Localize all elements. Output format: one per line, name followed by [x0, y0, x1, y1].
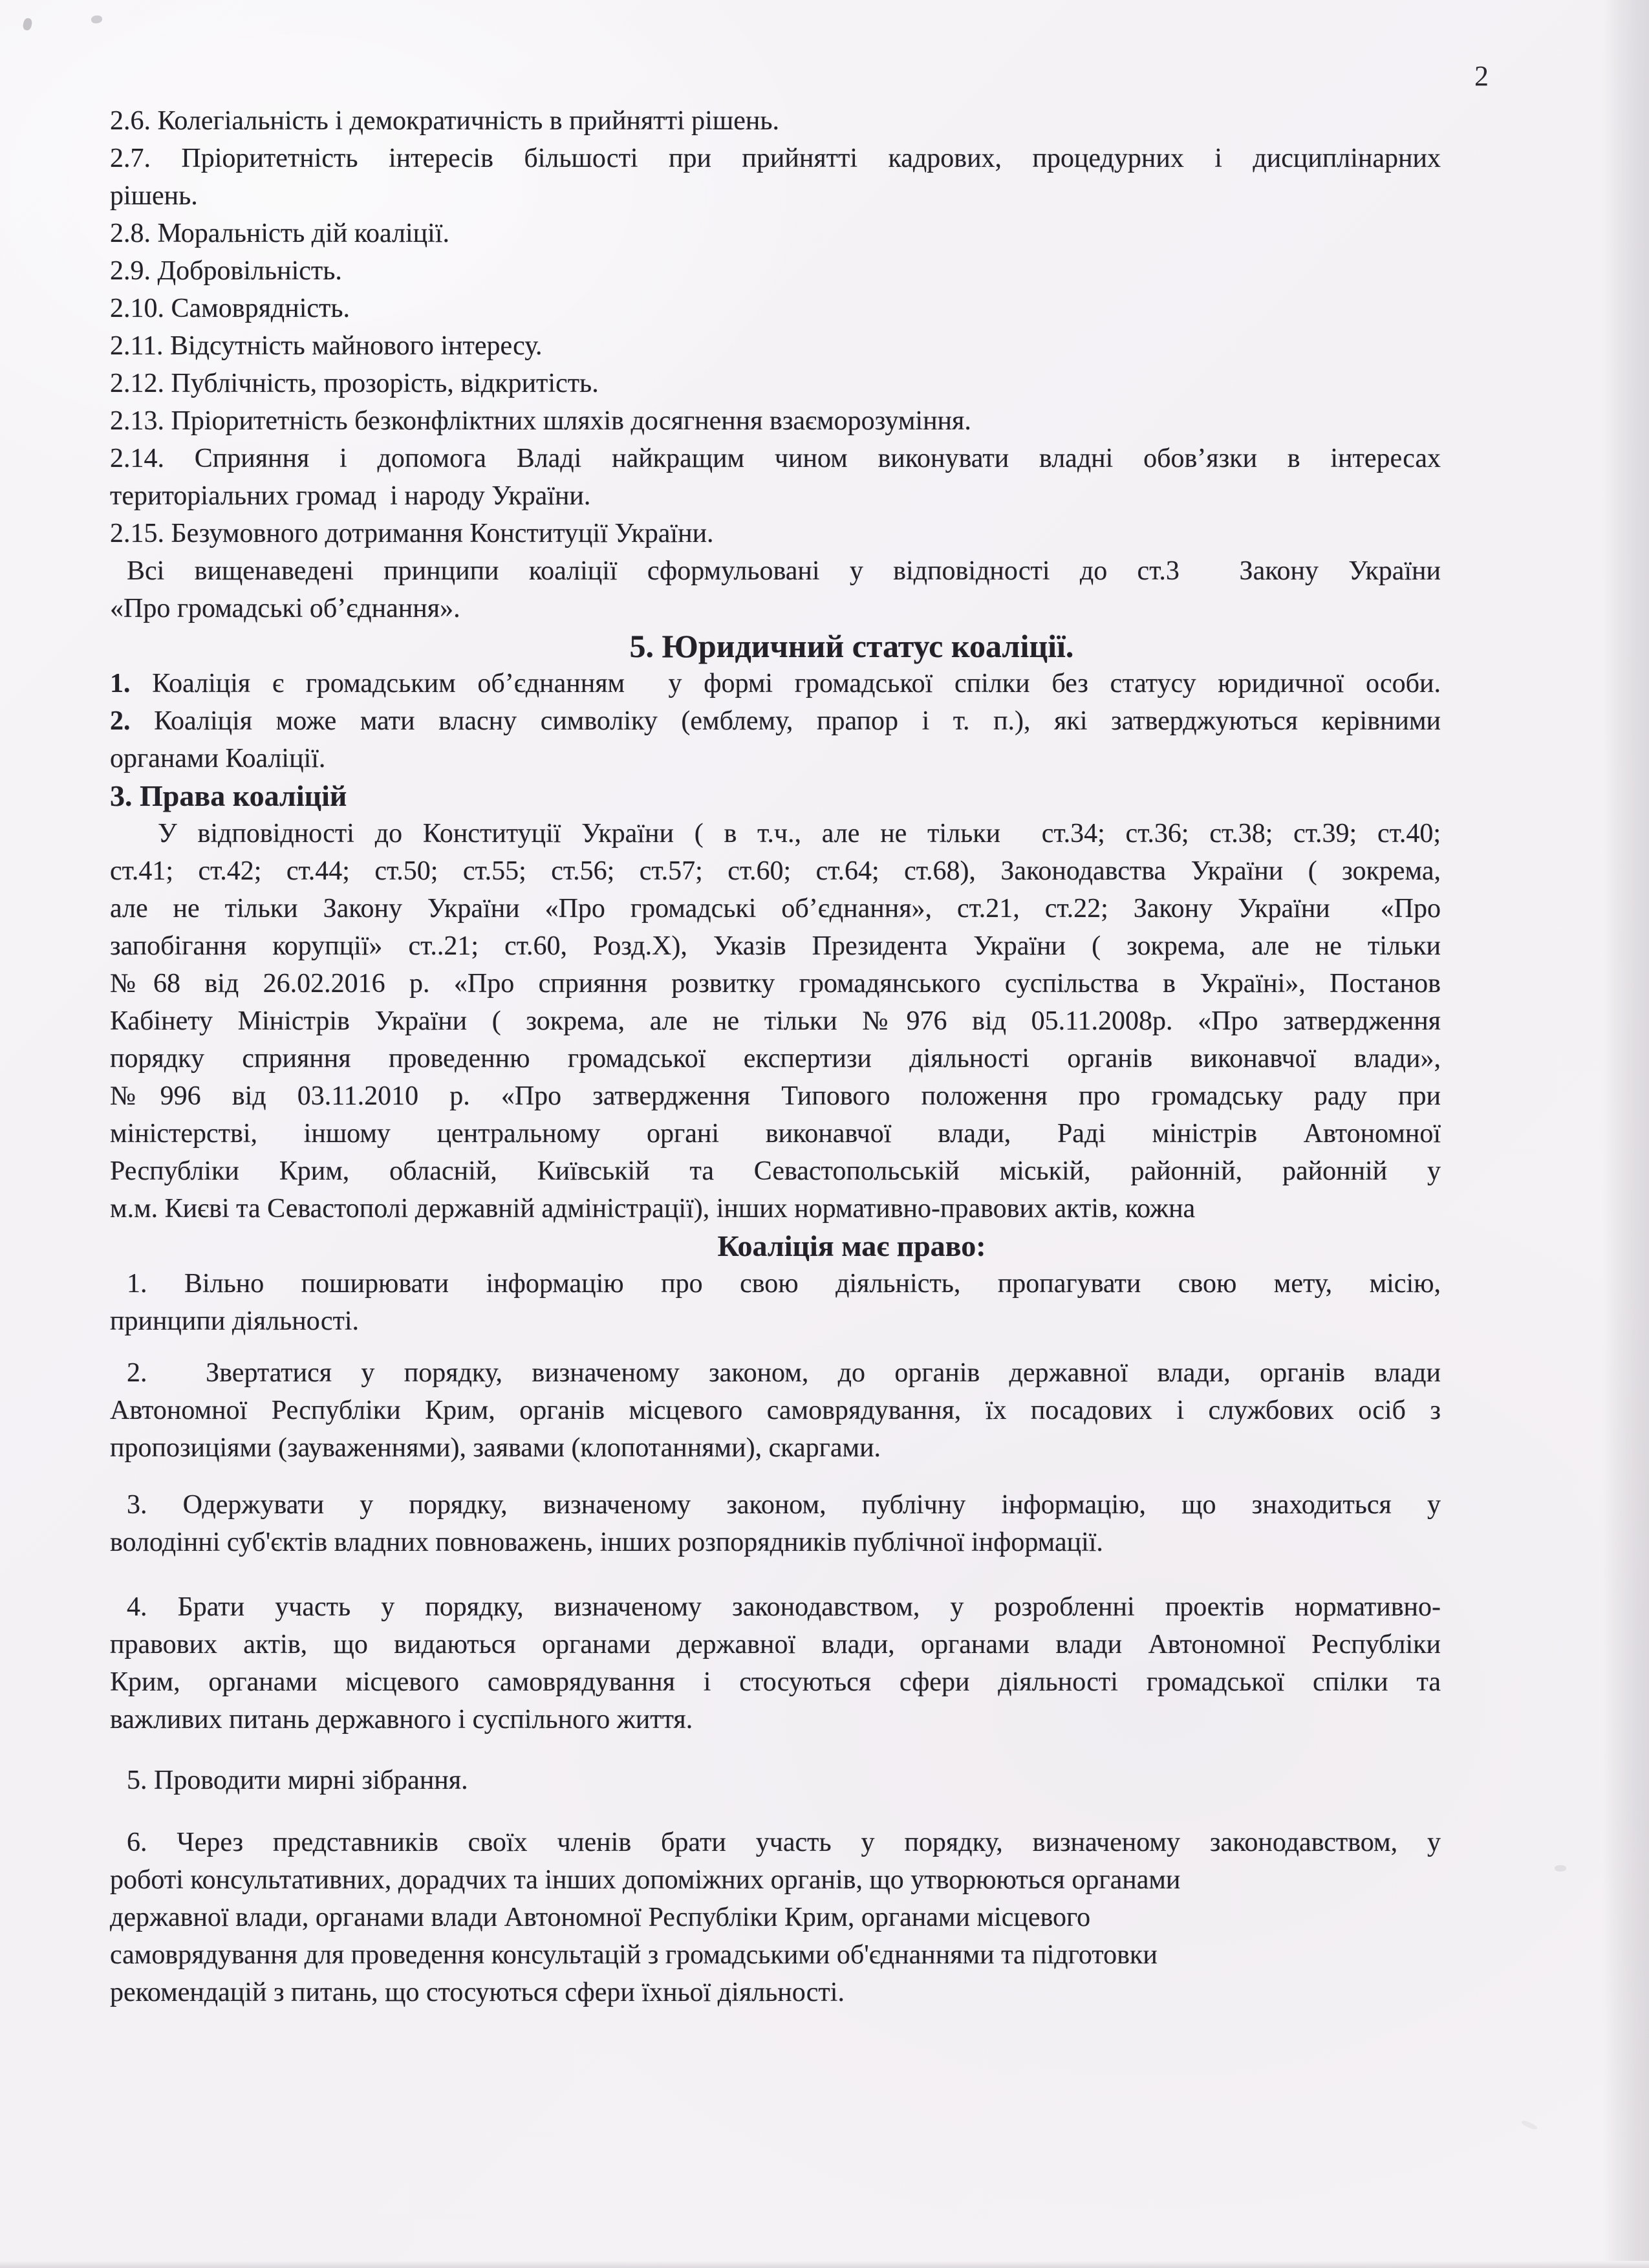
text-line: м.м. Києві та Севастополі державній адміністрації), інших нормативно-правових актів, кожна [110, 1194, 1196, 1224]
text-line: 2. Звертатися у порядку, визначеному законом, до органів державної влади, органів влади [127, 1358, 1441, 1388]
section-heading-legal-status: 5. Юридичний статус коаліції. [629, 628, 1074, 664]
text-line: самоврядування для проведення консультацій з громадськими об'єднаннями та підготовки [110, 1940, 1158, 1970]
text-line: 2.8. Моральність дій коаліції. [110, 219, 449, 248]
text-line: 1. Вільно поширювати інформацію про свою діяльність, пропагувати свою мету, місію, [127, 1269, 1441, 1299]
scan-bottom-shadow [0, 2261, 1649, 2268]
text-line: 2.12. Публічність, прозорість, відкритість. [110, 369, 599, 398]
text-line: рішень. [110, 181, 198, 211]
text-line: 2.7. Пріоритетність інтересів більшості при прийнятті кадрових, процедурних і дисциплінарних [110, 144, 1441, 173]
text-line: 2.13. Пріоритетність безконфліктних шляхів досягнення взаєморозуміння. [110, 406, 971, 436]
text-line: 2.6. Колегіальність і демократичність в прийнятті рішень. [110, 106, 779, 136]
text-line: територіальних громад і народу України. [110, 481, 591, 511]
scan-speck [91, 15, 103, 24]
document-text-block [110, 102, 1441, 2011]
text-line: порядку сприяння проведенню громадської експертизи діяльності органів виконавчої влади», [110, 1044, 1441, 1074]
list-text: Коаліція може мати власну символіку (емблему, прапор і т. п.), які затверджуються керівними [154, 706, 1441, 736]
text-line: 4. Брати участь у порядку, визначеному законодавством, у розробленні проектів нормативно- [127, 1592, 1441, 1622]
text-line: Всі вищенаведені принципи коаліції сформульовані у відповідності до ст.3 Закону України [127, 556, 1441, 586]
text-line: У відповідності до Конституції України ( в т.ч., але не тільки ст.34; ст.36; ст.38; ст.39; ст.40; [158, 819, 1441, 848]
text-line: ст.41; ст.42; ст.44; ст.50; ст.55; ст.56; ст.57; ст.60; ст.64; ст.68), Законодавства України ( зокрема, [110, 856, 1441, 886]
scan-speck [22, 17, 33, 31]
section-heading-has-right: Коаліція має право: [717, 1229, 986, 1262]
text-line: органами Коаліції. [110, 744, 326, 773]
text-line: Кабінету Міністрів України ( зокрема, але не тільки №976 від 05.11.2008р. «Про затвердження [110, 1006, 1441, 1036]
text-line [110, 665, 1441, 702]
text-line: «Про громадські об’єднання». [110, 594, 460, 623]
scan-speck [1555, 1865, 1566, 1872]
text-line: 2.14. Сприяння і допомога Владі найкращим чином виконувати владні обов’язки в інтересах [110, 444, 1441, 473]
text-line: 2.10. Самоврядність. [110, 294, 350, 323]
text-line: рекомендацій з питань, що стосуються сфери їхньої діяльності. [110, 1978, 845, 2007]
text-line: 6. Через представників своїх членів брати участь у порядку, визначеному законодавством, у [127, 1828, 1441, 1857]
text-line [110, 702, 1441, 740]
text-line: Крим, органами місцевого самоврядування і стосуються сфери діяльності громадської спілки та [110, 1667, 1441, 1697]
text-line: Автономної Республіки Крим, органів місцевого самоврядування, їх посадових і службових осіб з [110, 1396, 1441, 1425]
text-line: 2.9. Добровільність. [110, 256, 342, 286]
text-line: міністерстві, іншому центральному органі виконавчої влади, Раді міністрів Автономної [110, 1119, 1441, 1149]
text-line: 3. Одержувати у порядку, визначеному законом, публічну інформацію, що знаходиться у [127, 1490, 1441, 1520]
text-line: №68 від 26.02.2016 р. «Про сприяння розвитку громадянського суспільства в Україні», Постанов [110, 969, 1441, 999]
section-heading-coalition-rights: 3. Права коаліцій [110, 779, 347, 812]
text-line: пропозиціями (зауваженнями), заявами (клопотаннями), скаргами. [110, 1433, 881, 1463]
text-line: 2.15. Безумовного дотримання Конституції України. [110, 519, 714, 548]
page-number: 2 [1474, 60, 1489, 92]
scan-edge-shadow [1602, 0, 1649, 2261]
list-number: 1. [110, 669, 131, 698]
text-line: державної влади, органами влади Автономної Республіки Крим, органами місцевого [110, 1903, 1091, 1932]
list-number: 2. [110, 706, 131, 736]
text-line: роботі консультативних, дорадчих та інших допоміжних органів, що утворюються органами [110, 1865, 1181, 1895]
text-line: але не тільки Закону України «Про громадські об’єднання», ст.21, ст.22; Закону України «Про [110, 894, 1441, 923]
text-line: Республіки Крим, обласній, Київській та Севастопольській міській, районній, районній у [110, 1156, 1441, 1186]
text-line: правових актів, що видаються органами державної влади, органами влади Автономної Республіки [110, 1630, 1441, 1659]
text-line: №996 від 03.11.2010 р. «Про затвердження Типового положення про громадську раду при [110, 1081, 1441, 1111]
text-line: 2.11. Відсутність майнового інтересу. [110, 331, 543, 361]
text-line: 5. Проводити мирні зібрання. [127, 1766, 468, 1795]
list-text: Коаліція є громадським об’єднанням у формі громадської спілки без статусу юридичної особи. [152, 669, 1441, 698]
text-line: принципи діяльності. [110, 1306, 359, 1336]
text-line: запобігання корупції» ст..21; ст.60, Розд.Х), Указів Президента України ( зокрема, але не тільки [110, 931, 1441, 961]
text-line: важливих питань державного і суспільного життя. [110, 1705, 693, 1734]
scan-speck [1520, 2119, 1538, 2131]
text-line: володінні суб'єктів владних повноважень, інших розпорядників публічної інформації. [110, 1528, 1103, 1557]
